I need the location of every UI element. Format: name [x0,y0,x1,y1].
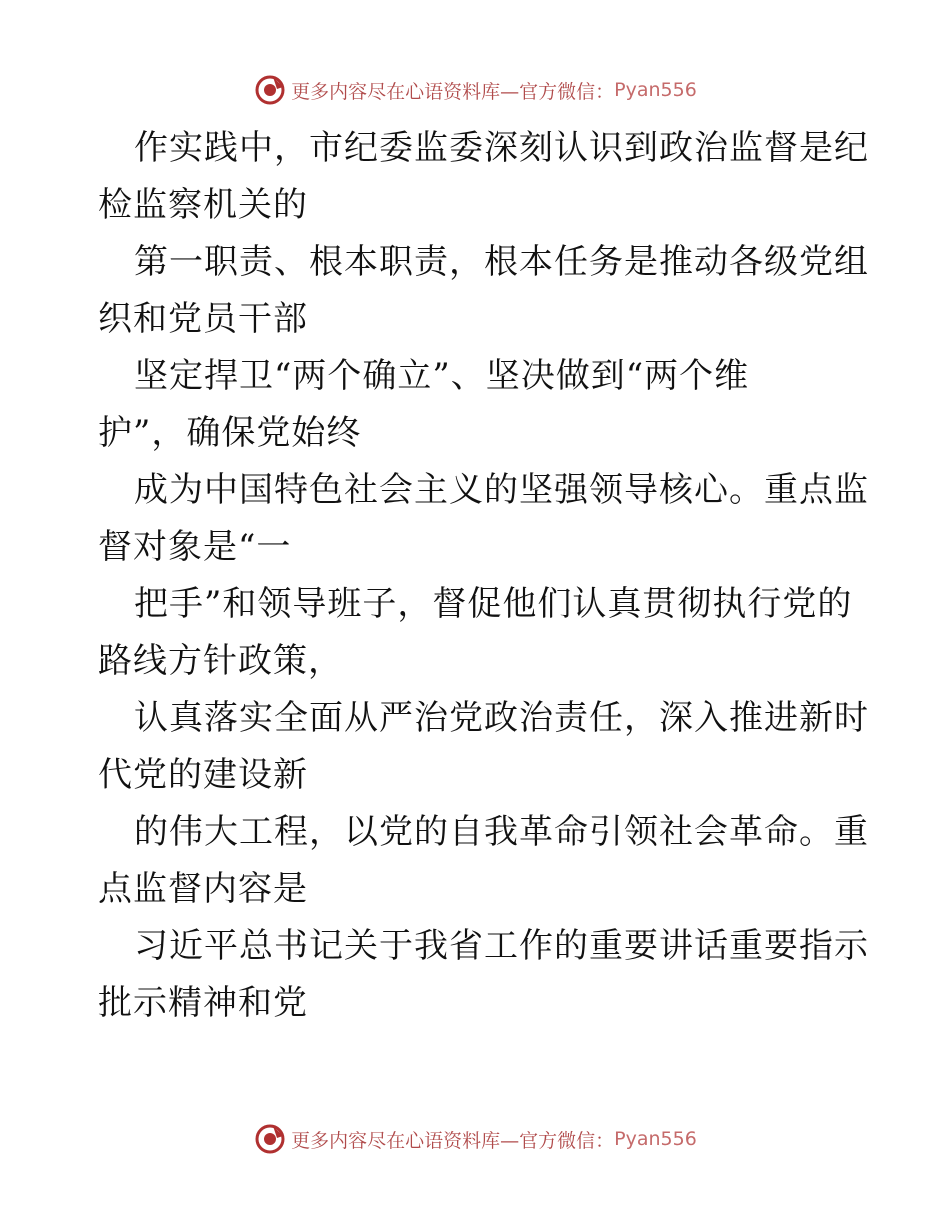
document-body [98,120,869,1032]
paragraph [98,120,869,234]
paragraph-line: 把手”和领导班子，督促他们认真贯彻执行党的 [134,584,853,624]
paragraph [98,690,869,804]
paragraph [98,348,858,462]
paragraph-line: 第一职责、根本职责，根本任务是推动各级党组 [134,242,869,282]
paragraph-line: 点监督内容是 [98,869,308,909]
paragraph-line: 代党的建设新 [98,755,308,795]
paragraph [98,804,869,918]
paragraph-line: 批示精神和党 [98,983,308,1023]
paragraph-line: 成为中国特色社会主义的坚强领导核心。重点监 [134,470,869,510]
paragraph [98,918,869,1032]
header-banner-text: 更多内容尽在心语资料库—官方微信： [291,80,615,103]
paragraph-line: 坚定捍卫“两个确立”、坚决做到“两个维 [134,356,750,396]
logo-icon [253,1122,287,1156]
logo-icon [253,73,287,107]
paragraph [98,462,869,576]
paragraph-line: 认真落实全面从严治党政治责任，深入推进新时 [134,698,869,738]
paragraph-line: 检监察机关的 [98,185,308,225]
footer-banner-text: 更多内容尽在心语资料库—官方微信： [291,1129,615,1152]
header-banner [0,70,950,110]
paragraph [98,234,869,348]
paragraph-line: 路线方针政策， [98,641,343,681]
header-wechat-id: Pyan556 [614,79,697,101]
paragraph-line: 织和党员干部 [98,299,308,339]
paragraph-line: 护”，确保党始终 [98,413,362,453]
paragraph-line: 的伟大工程，以党的自我革命引领社会革命。重 [134,812,869,852]
paragraph-line: 督对象是“一 [98,527,292,567]
paragraph-line: 作实践中，市纪委监委深刻认识到政治监督是纪 [134,128,869,168]
paragraph [98,576,858,690]
footer-banner [0,1119,950,1159]
footer-wechat-id: Pyan556 [614,1128,697,1150]
paragraph-line: 习近平总书记关于我省工作的重要讲话重要指示 [134,926,869,966]
